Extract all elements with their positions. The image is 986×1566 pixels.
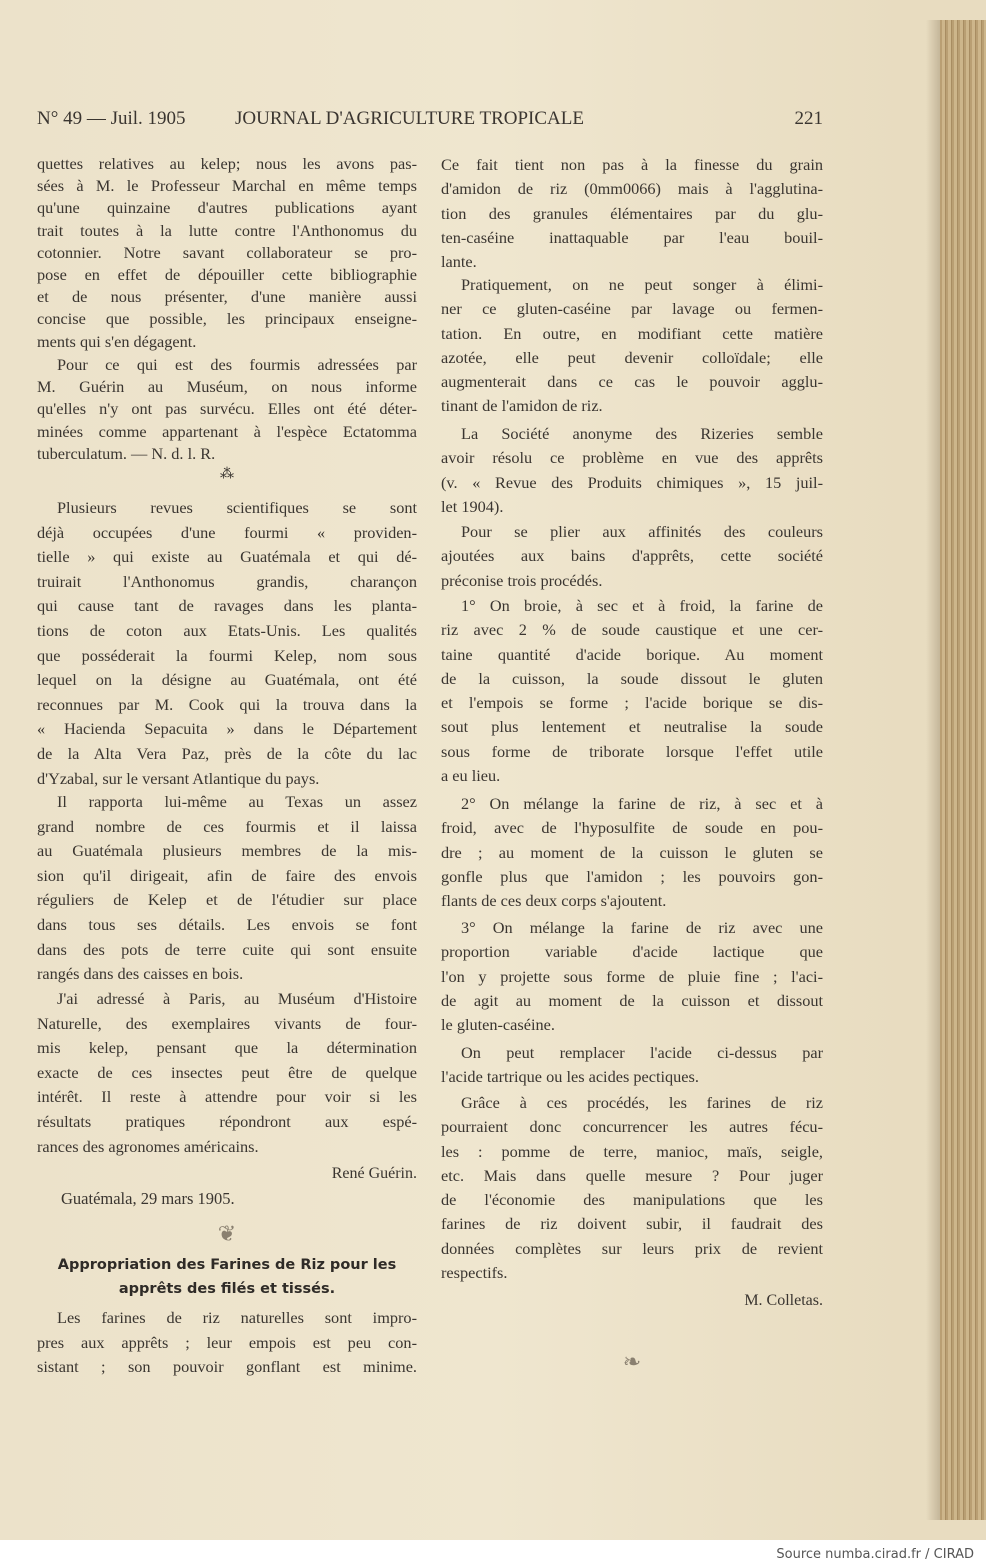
text-line: rangés dans des caisses en bois. xyxy=(37,964,244,984)
paragraph xyxy=(441,273,823,419)
text-line: grand nombre de ces fourmis et il laissa xyxy=(37,816,417,836)
text-line: Ce fait tient non pas à la finesse du grain xyxy=(441,155,823,174)
paragraph xyxy=(441,916,823,1037)
text-line: cotonnier. Notre savant collaborateur se pro- xyxy=(37,242,417,262)
text-line: 3° On mélange la farine de riz avec une xyxy=(461,918,823,937)
text-line: de la cuisson, la soude dissout le gluten xyxy=(441,668,823,688)
text-line: qui cause tant de ravages dans les planta- xyxy=(37,596,417,616)
ornament-icon: ❧ xyxy=(622,1350,642,1375)
text-line: (v. « Revue des Produits chimiques », 15 juil- xyxy=(441,472,823,492)
text-line: Il rapporta lui-même au Texas un assez xyxy=(57,792,417,811)
issue-label: N° 49 — Juil. 1905 xyxy=(37,108,186,129)
text-line: trait toutes à la lutte contre l'Anthonomus du xyxy=(37,220,417,240)
text-line: gonfle plus que l'amidon ; les pouvoirs gon- xyxy=(441,866,823,886)
text-line: « Hacienda Sepacuita » dans le Département xyxy=(37,719,417,739)
paragraph xyxy=(37,354,417,465)
text-line: Pour ce qui est des fourmis adressées par xyxy=(57,355,417,374)
text-line: froid, avec de l'hyposulfite de soude en pou- xyxy=(441,818,823,838)
text-line: de l'économie des manipulations que les xyxy=(441,1190,823,1210)
author-signature: René Guérin. xyxy=(331,1165,417,1182)
author-signature: M. Colletas. xyxy=(744,1292,823,1309)
text-line: taine quantité d'acide borique. Au moment xyxy=(441,644,823,664)
paragraph xyxy=(37,790,417,987)
text-line: tions de coton aux Etats-Unis. Les qualités xyxy=(37,620,417,640)
paragraph xyxy=(441,153,823,274)
text-line: a eu lieu. xyxy=(441,766,501,786)
text-line: On peut remplacer l'acide ci-dessus par xyxy=(461,1043,823,1062)
text-line: flants de ces deux corps s'ajoutent. xyxy=(441,891,667,911)
text-line: intérêt. Il reste à attendre pour voir si les xyxy=(37,1087,417,1107)
text-line: qu'elles n'y ont pas survécu. Elles ont été déter- xyxy=(37,399,417,419)
text-line: avoir résolu ce problème en vue des apprêts xyxy=(441,448,823,468)
text-line: 1° On broie, à sec et à froid, la farine de xyxy=(461,596,823,615)
text-line: riz avec 2 % de soude caustique et une cer- xyxy=(441,620,823,640)
text-line: pose en effet de dépouiller cette bibliographie xyxy=(37,265,417,285)
text-line: Grâce à ces procédés, les farines de riz xyxy=(461,1093,823,1112)
text-line: ments qui s'en dégagent. xyxy=(37,331,197,351)
running-header xyxy=(37,108,823,134)
text-line: qu'une quinzaine d'autres publications ayant xyxy=(37,198,417,218)
text-line: sées à M. le Professeur Marchal en même temps xyxy=(37,176,417,196)
page-number: 221 xyxy=(794,108,823,129)
text-line: l'on y projette sous forme de pluie fine ; l'aci- xyxy=(441,966,823,986)
book-page-edges xyxy=(940,20,986,1520)
text-line: respectifs. xyxy=(441,1263,508,1283)
paragraph xyxy=(441,594,823,788)
text-line: données complètes sur leurs prix de revient xyxy=(441,1238,823,1258)
text-line: Appropriation des Farines de Riz pour les xyxy=(57,1257,397,1273)
text-line: 2° On mélange la farine de riz, à sec et à xyxy=(461,794,823,813)
text-line: dans des pots de terre cuite qui sont ensuite xyxy=(37,939,417,959)
text-line: que posséderait la fourmi Kelep, nom sous xyxy=(37,645,417,665)
text-line: etc. Mais dans quelle mesure ? Pour juger xyxy=(441,1165,823,1185)
text-line: ner ce gluten-caséine par lavage ou fermen- xyxy=(441,299,823,319)
text-line: sout plus lentement et neutralise la soude xyxy=(441,717,823,737)
text-line: ajoutées aux bains d'apprêts, cette société xyxy=(441,546,823,566)
text-line: au Guatémala plusieurs membres de la mis- xyxy=(37,841,417,861)
text-line: lequel on la désigne au Guatémala, ont été xyxy=(37,670,417,690)
paragraph xyxy=(441,1091,823,1285)
text-line: sion qu'il dirigeait, afin de faire des envois xyxy=(37,865,417,885)
text-line: d'amidon de riz (0mm0066) mais à l'agglutina- xyxy=(441,179,823,199)
text-line: minées comme appartenant à l'espèce Ectatomma xyxy=(37,421,417,441)
text-line: tion des granules élémentaires par du glu- xyxy=(441,203,823,223)
text-line: concise que possible, les principaux enseigne- xyxy=(37,309,417,329)
text-line: Les farines de riz naturelles sont impro- xyxy=(57,1308,417,1327)
text-line: Pour se plier aux affinités des couleurs xyxy=(461,522,823,541)
paragraph xyxy=(37,1306,417,1380)
text-line: farines de riz doivent subir, il faudrait des xyxy=(441,1214,823,1234)
text-line: sous forme de triborate lorsque l'effet utile xyxy=(441,741,823,761)
text-line: déjà occupées d'une fourmi « providen- xyxy=(37,522,417,542)
text-line: augmenterait dans ce cas le pouvoir agglu- xyxy=(441,372,823,392)
text-line: let 1904). xyxy=(441,496,504,516)
article-heading xyxy=(37,1253,417,1301)
text-line: d'Yzabal, sur le versant Atlantique du pays. xyxy=(37,768,320,788)
text-line: azotée, elle peut devenir colloïdale; elle xyxy=(441,347,823,367)
source-credit: Source numba.cirad.fr / CIRAD xyxy=(776,1547,974,1562)
text-line: lante. xyxy=(441,252,477,272)
text-line: Naturelle, des exemplaires vivants de four- xyxy=(37,1013,417,1033)
text-line: Pratiquement, on ne peut songer à élimi- xyxy=(461,275,823,294)
text-line: dre ; au moment de la cuisson le gluten se xyxy=(441,842,823,862)
text-line: Plusieurs revues scientifiques se sont xyxy=(57,498,417,517)
text-line: tation. En outre, en modifiant cette matière xyxy=(441,323,823,343)
text-line: résultats pratiques répondront aux espé- xyxy=(37,1111,417,1131)
text-line: le gluten-caséine. xyxy=(441,1015,555,1035)
text-line: quettes relatives au kelep; nous les avons pas- xyxy=(37,154,417,173)
paragraph xyxy=(441,792,823,913)
text-line: M. Guérin au Muséum, on nous informe xyxy=(37,377,417,397)
text-line: proportion variable d'acide lactique que xyxy=(441,942,823,962)
text-line: J'ai adressé à Paris, au Muséum d'Histoire xyxy=(57,989,417,1008)
text-line: préconise trois procédés. xyxy=(441,570,603,590)
text-line: pourraient donc concurrencer les autres fécu- xyxy=(441,1117,823,1137)
text-line: truirait l'Anthonomus grandis, charançon xyxy=(37,571,417,591)
text-line: réguliers de Kelep et de l'étudier sur place xyxy=(37,890,417,910)
text-line: pres aux apprêts ; leur empois est peu con- xyxy=(37,1332,417,1352)
text-line: sistant ; son pouvoir gonflant est minime. xyxy=(37,1357,417,1377)
ornament-icon: ❦ xyxy=(217,1222,237,1247)
text-line: tielle » qui existe au Guatémala et qui dé- xyxy=(37,547,417,567)
text-line: dans tous ses détails. Les envois se font xyxy=(37,914,417,934)
journal-title: JOURNAL D'AGRICULTURE TROPICALE xyxy=(235,108,584,129)
text-line: et l'empois se forme ; l'acide borique se dis- xyxy=(441,693,823,713)
text-line: tinant de l'amidon de riz. xyxy=(441,396,603,416)
text-line: apprêts des filés et tissés. xyxy=(118,1281,336,1297)
text-line: rances des agronomes américains. xyxy=(37,1136,259,1156)
paragraph xyxy=(37,987,417,1159)
text-line: ten-caséine inattaquable par l'eau bouil- xyxy=(441,227,823,247)
dateline: Guatémala, 29 mars 1905. xyxy=(61,1189,235,1208)
page-gutter-shadow xyxy=(926,20,940,1520)
text-line: de agit au moment de la cuisson et dissout xyxy=(441,990,823,1010)
text-line: reconnues par M. Cook qui la trouva dans la xyxy=(37,694,417,714)
text-line: La Société anonyme des Rizeries semble xyxy=(461,424,823,443)
paragraph xyxy=(441,520,823,593)
paragraph xyxy=(441,1041,823,1090)
asterism-separator: ⁂ xyxy=(220,466,234,482)
text-line: les : pomme de terre, manioc, maïs, seigle, xyxy=(441,1141,823,1161)
text-line: mis kelep, pensant que la détermination xyxy=(37,1038,417,1058)
text-line: de la Alta Vera Paz, près de la côte du lac xyxy=(37,743,417,763)
paragraph xyxy=(37,153,417,353)
paragraph xyxy=(37,496,417,791)
text-line: exacte de ces insectes peut être de quelque xyxy=(37,1062,417,1082)
paragraph xyxy=(441,422,823,519)
text-line: l'acide tartrique ou les acides pectiques. xyxy=(441,1067,699,1087)
text-line: et de nous présenter, d'une manière aussi xyxy=(37,287,417,307)
text-line: tuberculatum. — N. d. l. R. xyxy=(37,443,216,463)
